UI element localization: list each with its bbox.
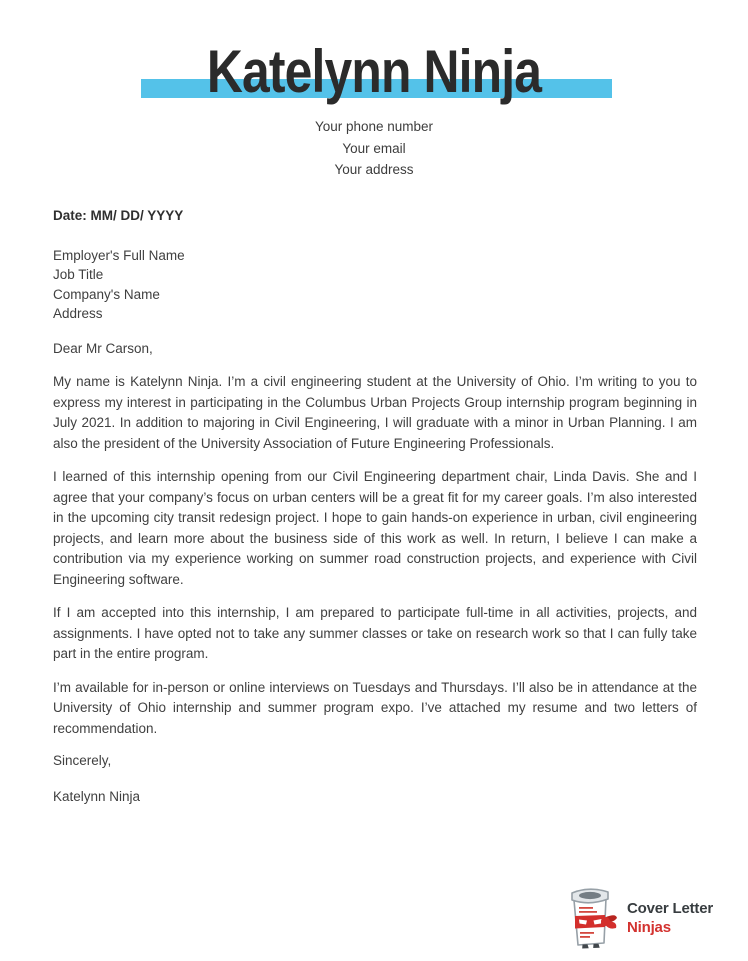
contact-block <box>0 116 748 181</box>
signature-name: Katelynn Ninja <box>53 788 141 804</box>
body-paragraph-2: I learned of this internship opening from our Civil Engineering department chair, Linda Davis. She and I agree that your company’s focus on urban centers will be a great fit for my career goals. I’m also interested in the upcoming city transit redesign project. I hope to gain hands-on experience in urban, civil engineering projects, and learn more about the business side of this work as well. In return, I believe I can make a contribution via my experience working on summer road construction projects, and experience with Civil Engineering software. <box>53 469 697 587</box>
brand-wordmark <box>627 899 713 937</box>
cover-letter-ninjas-logo <box>562 887 713 949</box>
recipient-employer-name: Employer's Full Name <box>53 247 185 263</box>
contact-email: Your email <box>342 140 406 156</box>
brand-name-top: Cover Letter <box>627 900 713 917</box>
letter-body <box>0 205 748 808</box>
closing: Sincerely, <box>53 753 112 768</box>
brand-name-bottom: Ninjas <box>627 919 671 936</box>
recipient-block <box>53 246 697 324</box>
recipient-company-name: Company's Name <box>53 286 160 302</box>
ninja-scroll-icon <box>562 887 618 949</box>
body-paragraph-1: My name is Katelynn Ninja. I’m a civil engineering student at the University of Ohio. I’m writing to you to express my interest in participating in the Columbus Urban Projects Group internship program beginning in July 2021. In addition to majoring in Civil Engineering, I will graduate with a minor in Urban Planning. I am also the president of the University Association of Future Engineering Professionals. <box>53 374 697 451</box>
body-paragraph-4: I’m available for in-person or online interviews on Tuesdays and Thursdays. I’ll also be in attendance at the University of Ohio internship and summer program expo. I’ve attached my resume and two letters of recommendation. <box>53 679 697 736</box>
salutation: Dear Mr Carson, <box>53 340 153 356</box>
candidate-name-title: Katelynn Ninja <box>206 38 542 105</box>
body-paragraph-3: If I am accepted into this internship, I am prepared to participate full-time in all activities, projects, and assignments. I have opted not to take any summer classes or take on research work so that I can fully take part in the entire program. <box>53 605 697 661</box>
header <box>0 0 748 105</box>
recipient-address: Address <box>53 306 103 321</box>
contact-address: Your address <box>334 162 414 177</box>
recipient-job-title: Job Title <box>53 267 104 282</box>
contact-phone: Your phone number <box>314 119 434 134</box>
date-line: Date: MM/ DD/ YYYY <box>53 207 184 223</box>
